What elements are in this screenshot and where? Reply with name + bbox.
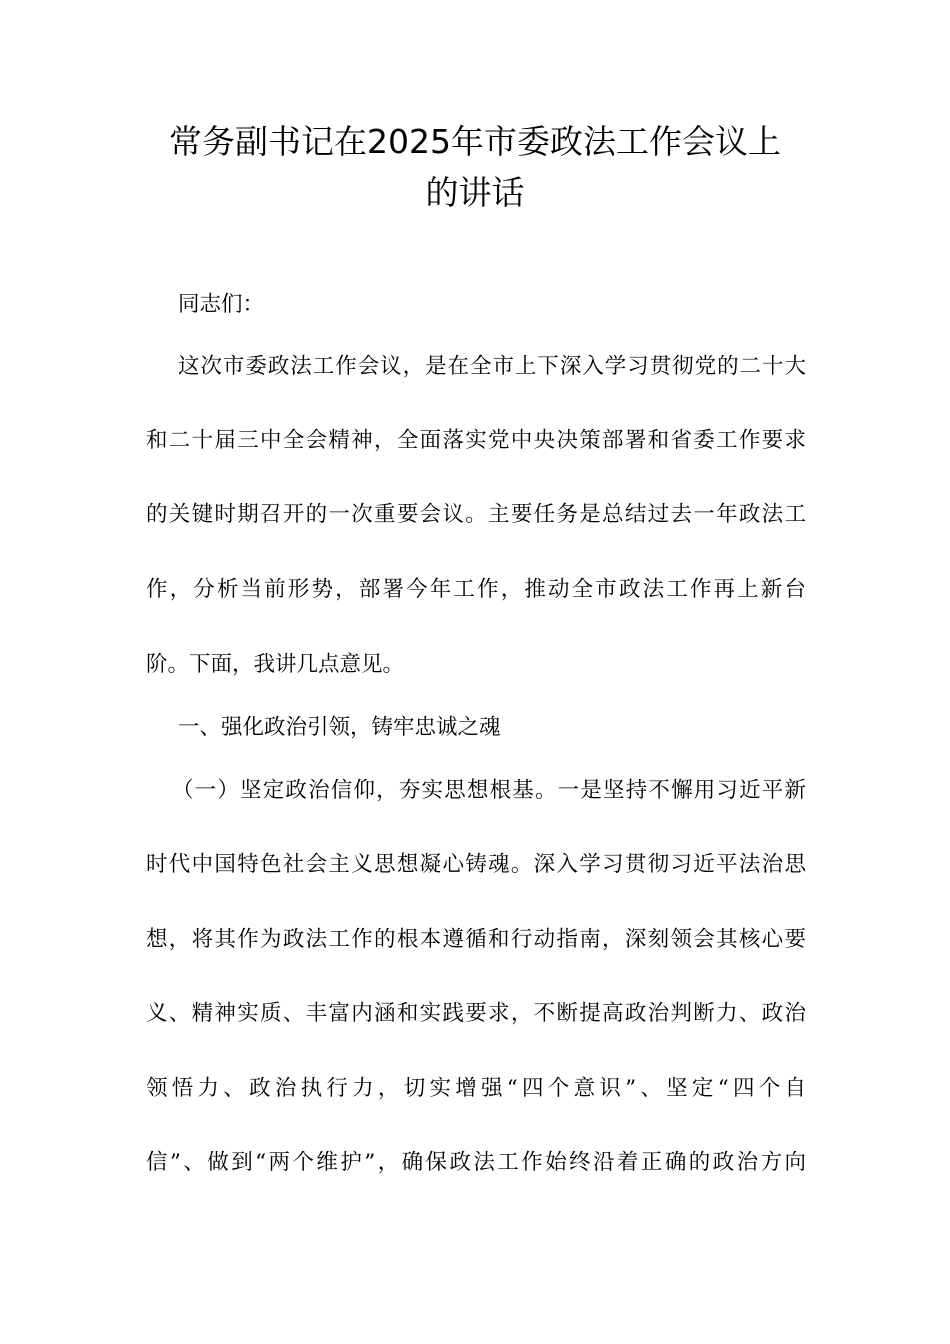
paragraph-line: 阶。下面，我讲几点意见。: [146, 652, 405, 677]
paragraph-line: 想，将其作为政法工作的根本遵循和行动指南，深刻领会其核心要: [146, 927, 806, 952]
paragraph-line: 时代中国特色社会主义思想凝心铸魂。深入学习贯彻习近平法治思: [146, 852, 806, 877]
paragraph-line: 作，分析当前形势，部署今年工作，推动全市政法工作再上新台: [146, 577, 806, 602]
document-title-line-2: 的讲话: [425, 173, 525, 212]
paragraph-line: 领悟力、政治执行力，切实增强“四个意识”、坚定“四个自: [146, 1076, 806, 1101]
section-heading: 一、强化政治引领，铸牢忠诚之魂: [178, 715, 501, 740]
salutation: 同志们：: [178, 292, 265, 317]
document-title-line-1: 常务副书记在2025年市委政法工作会议上: [169, 122, 781, 161]
paragraph-line: 信”、做到“两个维护”，确保政法工作始终沿着正确的政治方向: [146, 1150, 806, 1175]
paragraph-line: 义、精神实质、丰富内涵和实践要求，不断提高政治判断力、政治: [146, 1001, 806, 1026]
paragraph-line: 的关键时期召开的一次重要会议。主要任务是总结过去一年政法工: [146, 502, 806, 527]
paragraph-line: 和二十届三中全会精神，全面落实党中央决策部署和省委工作要求: [146, 428, 806, 453]
subsection-heading-line: （一）坚定政治信仰，夯实思想根基。一是坚持不懈用习近平新: [172, 778, 806, 803]
paragraph-line: 这次市委政法工作会议，是在全市上下深入学习贯彻党的二十大: [178, 354, 806, 379]
